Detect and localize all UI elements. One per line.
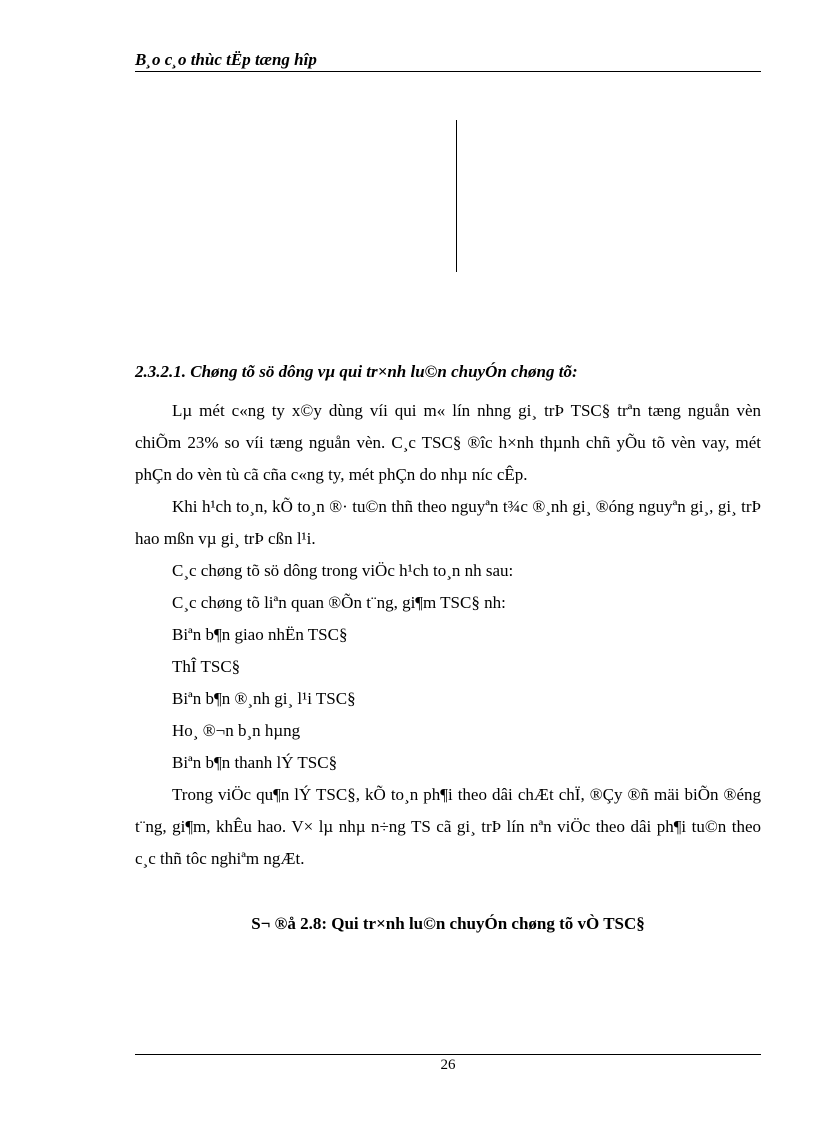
list-item: ThÎ TSC§ xyxy=(172,657,241,676)
page-number: 26 xyxy=(440,1057,456,1073)
paragraph: Lµ mét c«ng ty x©y dùng víi qui m« lín nhng gi¸ trÞ TSC§ trªn tæng nguån vèn chiÕm 23% so víi tæng nguån vèn. C¸c TSC§ ®îc h×nh thµnh chñ yÕu tõ vèn vay, mét phÇn do vèn tù cã cña c«ng ty, mét phÇn do nhµ níc cÊp. xyxy=(135,401,761,484)
list-item: Biªn b¶n thanh lÝ TSC§ xyxy=(172,753,338,772)
list-item: Ho¸ ®¬n b¸n hµng xyxy=(172,721,301,740)
body-text xyxy=(135,395,761,875)
paragraph: Trong viÖc qu¶n lÝ TSC§, kÕ to¸n ph¶i theo dâi chÆt chÏ, ®Çy ®ñ mäi biÕn ®éng t¨ng, gi¶m, khÊu hao. V× lµ nhµ n÷ng TS cã gi¸ trÞ lín nªn viÖc theo dâi ph¶i tu©n theo c¸c thñ tôc nghiªm ngÆt. xyxy=(135,785,761,868)
section-heading: 2.3.2.1. Chøng tõ sö dông vµ qui tr×nh lu©n chuyÓn chøng tõ: xyxy=(135,362,578,381)
diagram-vertical-line xyxy=(456,120,457,272)
list-item: Biªn b¶n ®¸nh gi¸ l¹i TSC§ xyxy=(172,689,356,708)
paragraph: Khi h¹ch to¸n, kÕ to¸n ®· tu©n thñ theo nguyªn t¾c ®¸nh gi¸ ®óng nguyªn gi¸, gi¸ trÞ hao mßn vµ gi¸ trÞ cßn l¹i. xyxy=(135,497,761,548)
list-item: Biªn b¶n giao nhËn TSC§ xyxy=(172,625,348,644)
footer-divider xyxy=(135,1054,761,1055)
text-line: C¸c chøng tõ liªn quan ®Õn t¨ng, gi¶m TSC§ nh: xyxy=(172,593,506,612)
text-line: C¸c chøng tõ sö dông trong viÖc h¹ch to¸n nh sau: xyxy=(172,561,514,580)
figure-caption: S¬ ®å 2.8: Qui tr×nh lu©n chuyÓn chøng tõ vÒ TSC§ xyxy=(251,914,645,933)
page-header: B¸o c¸o thùc tËp tæng hîp xyxy=(135,50,317,69)
header-divider xyxy=(135,71,761,72)
